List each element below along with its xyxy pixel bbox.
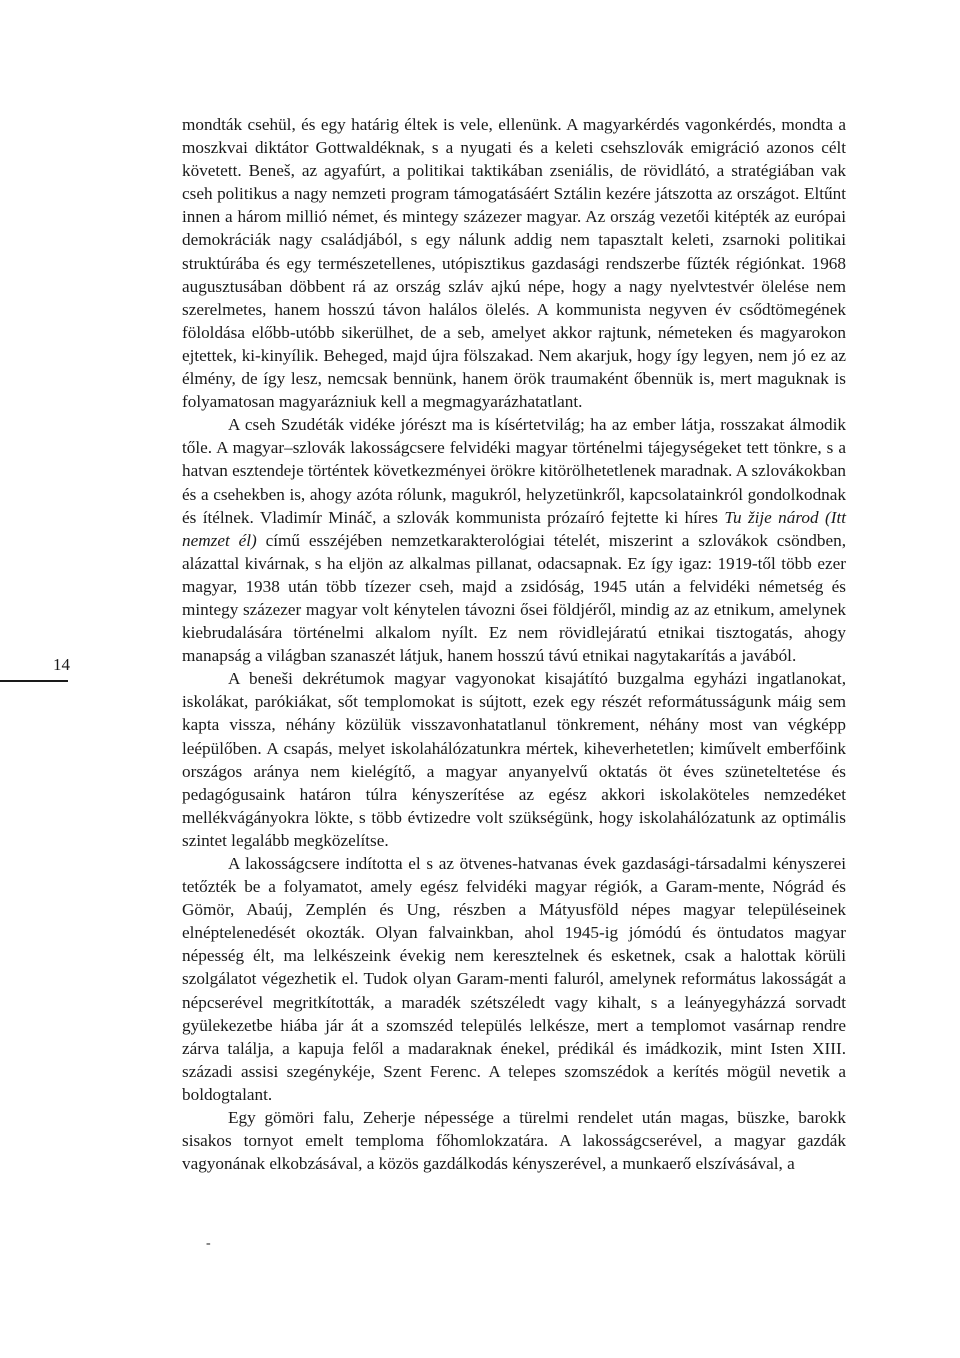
paragraph-2-text-after: című esszéjében nemzetkarakterológiai tételét, miszerint a szlovákok csöndben, alázattal kivárnak, s ha eljön az alkalmas pillanat, odacsapnak. Ez így igaz: 1919-től több ezer magyar, 1938 után több tízezer cseh, majd a zsidóság, 1945 után a felvidéki németség és mintegy százezer magyar volt kénytelen távozni ősei földjéről, mindig az az etnikum, amelynek kiebrudalására történelmi alkalom nyílt. Ez nem rövidlejáratú etnikai tisztogatás, ahogy manapság a világban szanaszét látjuk, hanem hosszú távú etnikai nagytakarítás a javából. (182, 530, 846, 666)
page-number-rule (0, 680, 68, 682)
paragraph-5 (182, 1106, 846, 1175)
book-title-italic: Tu žije národ (Itt nemzet él) (182, 507, 846, 550)
stray-mark: - (206, 1236, 211, 1251)
paragraph-2-text-before: A cseh Szudéták vidéke jórészt ma is kísértetvilág; ha az ember látja, rosszakat álmodik tőle. A magyar–szlovák lakosságcsere felvidéki magyar történelmi tájegységeket tett tönkre, s a hatvan esztendeje történtek következményei örökre kitörölhetetlenek maradnak. A szlovákokban és a csehekben is, ahogy azóta rólunk, magukról, helyzetünkről, kapcsolatainkról gondolkodnak és ítélnek. Vladimír Mináč, a szlovák kommunista prózaíró fejtette ki híres (182, 415, 846, 527)
paragraph-5-text: Egy gömöri falu, Zeherje népessége a türelmi rendelet után magas, büszke, barokk sisakos tornyot emelt temploma főhomlokzatára. A lakosságcserével, a magyar gazdák vagyonának elkobzásával, a közös gazdálkodás kényszerével, a munkaerő elszívásával, a (182, 1108, 846, 1174)
paragraph-4-text: A lakosságcsere indította el s az ötvenes-hatvanas évek gazdasági-társadalmi kényszerei tetőzték be a folyamatot, amely egész felvidéki magyar régiók, a Garam-mente, Nógrád és Gömör, Abaúj, Zemplén és Ung, részben a Mátyusföld népes magyar településeinek elnéptelenedését okozták. Olyan falvainkban, ahol 1945-ig jómódú és öntudatos magyar népesség élt, ma lelkészeink évekig nem keresztelnek és esketnek, csak a halottak körüli szolgálatot végezhetik el. Tudok olyan Garam-menti faluról, amelynek református lakosságát a népcserével megritkították, a maradék szétszéledt vagy kihalt, s a leányegyházzá sorvadt gyülekezetbe hiába jár át a szomszéd település lelkésze, mert a templomot vasárnap rendre zárva találja, a kapuja felől a madaraknak énekel, prédikál és imádkozik, mint Isten XIII. századi assisi szegénykéje, Szent Ferenc. A telepes szomszédok a kerítés mögül nevetik a boldogtalant. (182, 854, 846, 1104)
paragraph-2 (182, 413, 846, 667)
paragraph-3 (182, 667, 846, 852)
paragraph-1 (182, 113, 846, 413)
paragraph-1-text: mondták csehül, és egy határig éltek is vele, ellenünk. A magyarkérdés vagonkérdés, mondta a moszkvai diktátor Gottwaldéknak, s a nyugati és a keleti csehszlovák emigráció azonos célt követett. Beneš, az agyafúrt, a politikai taktikában zseniális, de rövidlátó, a stratégiában vak cseh politikus a nagy nemzeti program támogatásáért Sztálin kezére játszotta az országot. Eltűnt innen a három millió német, és mintegy százezer magyar. Az ország vezetői kitépték az európai demokráciák nagy családjából, s egy nálunk addig nem tapasztalt keleti, zsarnoki politikai struktúrába és egy természetellenes, utópisztikus gazdasági rendszerbe fűzték régiónkat. 1968 augusztusában döbbent rá az ország szláv ajkú népe, hogy a nagy nyelvtestvér ölelése nem szerelmetes, hanem hosszú távon halálos ölelés. A kommunista negyven év csődtömegének föloldása előbb-utóbb sikerülhet, de a seb, amelyet akkor rajtunk, németeken és magyarokon ejtettek, ki-kinyílik. Beheged, majd újra fölszakad. Nem akarjuk, hogy így legyen, nem jó ez az élmény, de így lesz, nemcsak bennünk, hanem örök traumaként őbennük is, mert maguknak is folyamatosan magyarázniuk kell a megmagyarázhatatlant. (182, 115, 846, 412)
paragraph-3-text: A beneši dekrétumok magyar vagyonokat kisajátító buzgalma egyházi ingatlanokat, iskolákat, parókiákat, sőt templomokat is sújtott, ezek egy részét reformátusságunk máig sem kapta vissza, néhány közülük visszavonhatatlanul tönkrement, néhány most van végképp leépülőben. A csapás, melyet iskolahálózatunkra mértek, kiheverhetetlen; kiművelt emberfőink országos aránya nem kielégítő, a magyar anyanyelvű oktatás öt éves szüneteltetése és pedagógusaink határon túlra kényszerítése az egész akkori iskolaköteles nemzedéket mellékvágányokra lökte, s több évtizedre volt szükségünk, hogy iskolahálózatunk az optimális szintet legalább megközelítse. (182, 669, 846, 850)
page-number: 14 (53, 655, 70, 674)
body-text (182, 113, 846, 1175)
paragraph-4 (182, 852, 846, 1106)
